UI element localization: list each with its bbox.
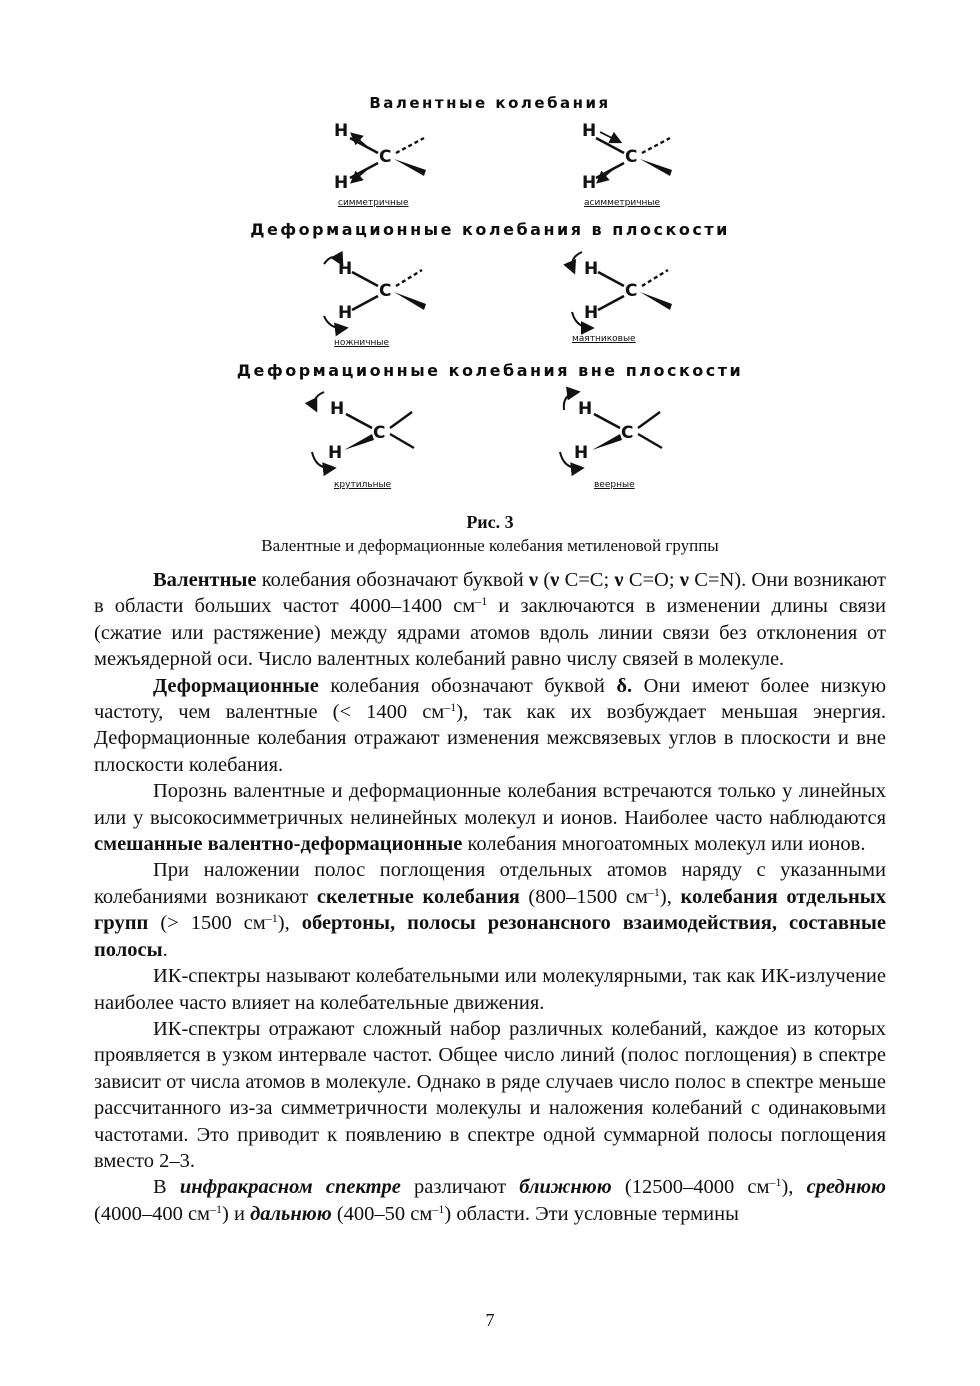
paragraph-ir-complexity: ИК-спектры отражают сложный набор различных колебаний, каждое из которых проявляется в узком интервале частот. Общее число линий (полос поглощения) в спектре зависит от числа атомов в молекуле. Однако в ряде случаев число полос в спектре меньше рассчитанного из-за симметричности молекулы и наложения колебаний с одинаковыми частотами. Это приводит к появлению в спектре одной суммарной полосы поглощения вместо 2–3. (94, 1017, 886, 1172)
paragraph-ir-regions: В инфракрасном спектре различают ближнюю (12500–4000 $см^{-1}$), среднюю (4000–400 $см^{-1}$) и дальнюю (400–50 $см^{-1}$) области. Эти условные термины (94, 1175, 887, 1225)
atom-hydrogen: H (584, 303, 599, 323)
atom-carbon: C (621, 423, 634, 443)
label-symmetric: симметричные (338, 198, 409, 208)
paragraph-skeletal: При наложении полос поглощения отдельных атомов наряду с указанными колебаниями возникают скелетные колебания (800–1500 $см^{-1}$), колебания отдельных групп (> 1500 $см^{-1}$), обертоны, полосы резонансного взаимодействия, составные полосы. (94, 859, 887, 961)
molecule-diagram (320, 118, 520, 228)
atom-hydrogen: H (584, 259, 599, 279)
atom-carbon: C (625, 147, 638, 167)
figure-caption: Валентные и деформационные колебания метиленовой группы (261, 536, 719, 555)
page-number: 7 (485, 1310, 495, 1330)
figure-number: Рис. 3 (466, 512, 514, 532)
atom-hydrogen: H (338, 303, 353, 323)
paragraph-stretching: Валентные колебания обозначают буквой ν (ν С=С; ν С=О; ν С=N). Они возникают в области больших частот 4000–1400 $см^{-1}$ и заключаются в изменении длины связи (сжатие или растяжение) между ядрами атомов вдоль линии связи без отклонения от межъядерной оси. Число валентных колебаний равно числу связей в молекуле. (94, 569, 886, 671)
atom-hydrogen: H (338, 259, 353, 279)
atom-hydrogen: H (328, 443, 343, 463)
atom-carbon: C (625, 281, 638, 301)
molecule-twisting (306, 388, 506, 498)
atom-hydrogen: H (334, 173, 349, 193)
body-text (94, 567, 886, 1227)
figure-section-title-out-of-plane: Деформационные колебания вне плоскости (236, 361, 744, 380)
molecule-asymmetric (566, 118, 766, 228)
paragraph-ir-definition: ИК-спектры называют колебательными или молекулярными, так как ИК-излучение наиболее часто влияет на колебательные движения. (94, 965, 886, 1014)
paragraph-bending: Деформационные колебания обозначают буквой δ. Они имеют более низкую частоту, чем валентные (< 1400 $см^{-1}$), так как их возбуждает меньшая энергия. Деформационные колебания отражают изменения межсвязевых углов в плоскости и вне плоскости колебания. (94, 674, 887, 776)
atom-hydrogen: H (582, 173, 597, 193)
atom-hydrogen: H (330, 399, 345, 419)
atom-carbon: C (373, 423, 386, 443)
label-scissoring: ножничные (334, 338, 390, 348)
label-asymmetric: асимметричные (584, 198, 661, 208)
paragraph-mixed: Порознь валентные и деформационные колебания встречаются только у линейных или у высокосимметричных нелинейных молекул и ионов. Наиболее часто наблюдаются смешанные валентно-деформационные колебания многоатомных молекул или ионов. (94, 780, 886, 856)
molecule-scissoring (316, 248, 516, 358)
atom-hydrogen: H (574, 443, 589, 463)
molecule-wagging (554, 388, 754, 498)
atom-carbon: C (379, 281, 392, 301)
molecule-symmetric (320, 118, 520, 228)
atom-hydrogen: H (334, 121, 349, 141)
figure-section-title-in-plane: Деформационные колебания в плоскости (250, 220, 730, 239)
atom-carbon: C (379, 147, 392, 167)
atom-hydrogen: H (578, 399, 593, 419)
label-rocking: маятниковые (572, 334, 636, 344)
label-wagging: веерные (594, 480, 635, 490)
atom-hydrogen: H (582, 121, 597, 141)
label-twisting: крутильные (334, 480, 392, 490)
figure-section-title-stretching: Валентные колебания (369, 94, 611, 112)
molecule-rocking (562, 248, 762, 358)
